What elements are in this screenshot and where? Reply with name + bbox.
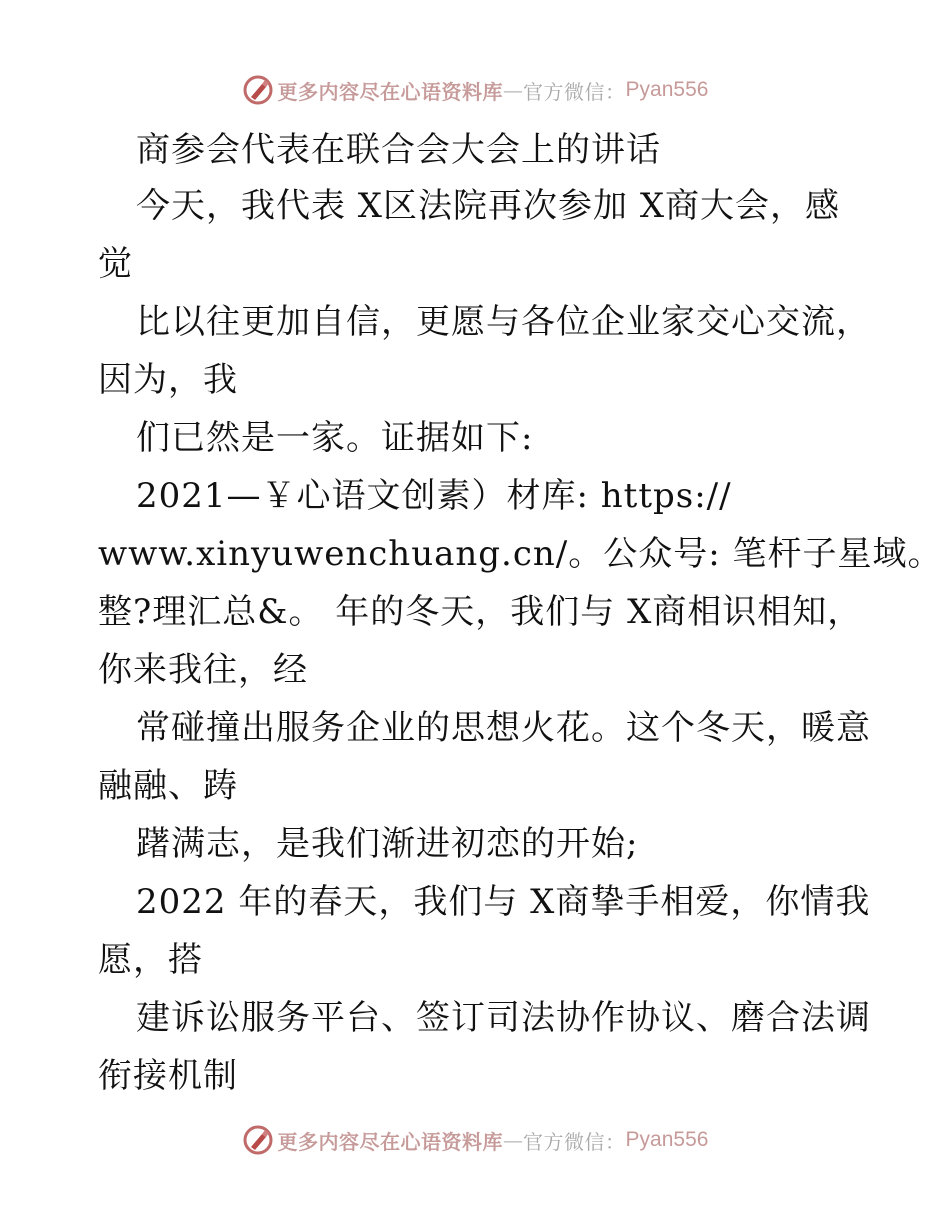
paragraph-line: 们已然是一家。证据如下: [136, 418, 534, 458]
paragraph-line: 觉 [98, 244, 133, 284]
pen-logo-icon [242, 1124, 274, 1156]
paragraph-line: www.xinyuwenchuang.cn/。公众号: 笔杆子星域。 [98, 534, 943, 574]
header-watermark [0, 70, 950, 110]
watermark-separator: — [503, 78, 524, 102]
paragraph-line: 躇满志，是我们渐进初恋的开始; [136, 824, 639, 864]
footer-watermark [0, 1120, 950, 1160]
watermark-separator: — [503, 1128, 524, 1152]
paragraph-line: 2022 年的春天，我们与 X商挚手相爱，你情我 [136, 882, 871, 922]
paragraph-line: 融融、踌 [98, 766, 238, 806]
paragraph-line: 比以往更加自信，更愿与各位企业家交心交流， [136, 302, 871, 342]
paragraph-line: 2021—￥心语文创素）材库: https:// [136, 476, 732, 516]
paragraph-line: 今天，我代表 X区法院再次参加 X商大会，感 [136, 186, 841, 226]
wechat-label: 官方微信： [523, 79, 626, 104]
document-title: 商参会代表在联合会大会上的讲话 [136, 130, 661, 170]
paragraph-line: 建诉讼服务平台、签订司法协作协议、磨合法调 [136, 998, 871, 1038]
wechat-label: 官方微信： [523, 1129, 626, 1154]
paragraph-line: 常碰撞出服务企业的思想火花。这个冬天，暖意 [136, 708, 871, 748]
watermark-text: 更多内容尽在心语资料库 [277, 79, 504, 104]
watermark-text: 更多内容尽在心语资料库 [277, 1129, 504, 1154]
paragraph-line: 衔接机制 [98, 1056, 238, 1096]
paragraph-line: 因为，我 [98, 360, 238, 400]
pen-logo-icon [242, 74, 274, 106]
wechat-id: Pyan556 [625, 1128, 709, 1151]
paragraph-line: 你来我往，经 [98, 650, 308, 690]
wechat-id: Pyan556 [625, 78, 709, 101]
paragraph-line: 愿，搭 [98, 940, 203, 980]
paragraph-line: 整?理汇总&。 年的冬天，我们与 X商相识相知， [98, 592, 863, 632]
